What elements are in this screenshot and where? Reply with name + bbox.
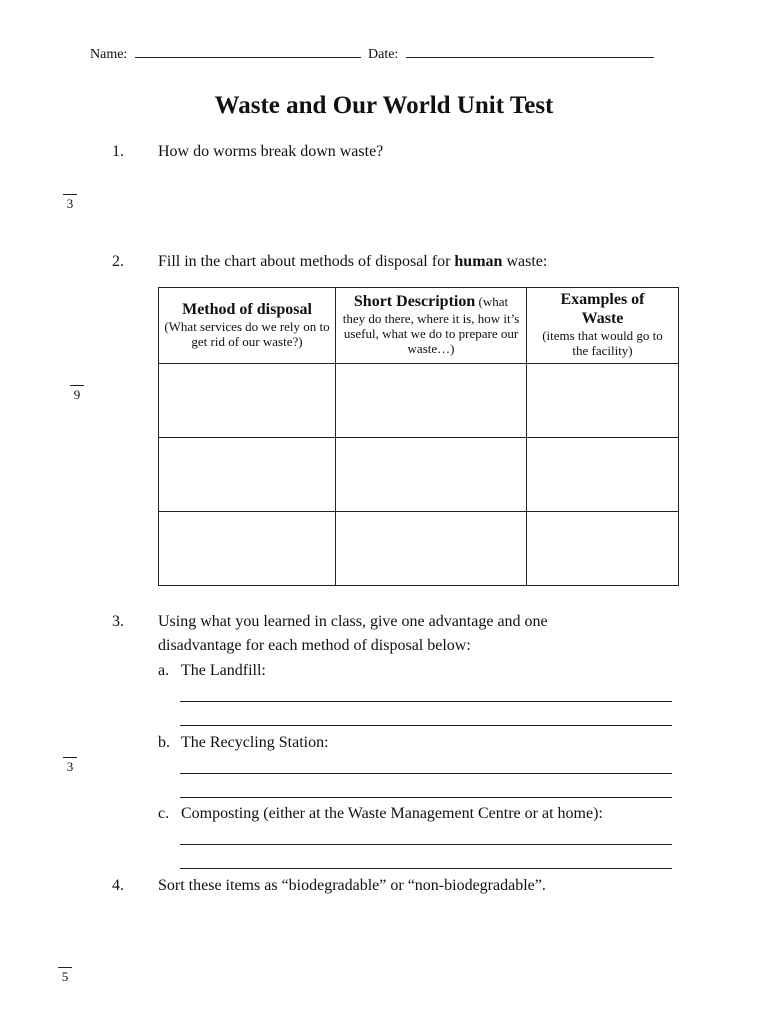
name-line xyxy=(90,44,361,63)
answer-line[interactable] xyxy=(180,725,672,726)
emphasis-human: human xyxy=(454,253,503,270)
answer-line[interactable] xyxy=(180,844,672,845)
question-4-number: 4. xyxy=(112,877,124,894)
question-2-number: 2. xyxy=(112,253,124,270)
part-a-label: The Landfill: xyxy=(181,662,266,679)
part-b-label: The Recycling Station: xyxy=(181,734,329,751)
chart-row xyxy=(159,512,679,586)
answer-line[interactable] xyxy=(180,868,672,869)
chart-cell[interactable] xyxy=(527,512,679,586)
question-1-number: 1. xyxy=(112,143,124,160)
answer-line[interactable] xyxy=(180,797,672,798)
chart-header-examples: Examples of Waste (items that would go to the facility) xyxy=(527,288,679,364)
part-c-letter: c. xyxy=(158,805,170,822)
question-3-text-line2: disadvantage for each method of disposal below: xyxy=(158,637,471,654)
score-total: 3 xyxy=(66,759,74,774)
name-field[interactable] xyxy=(135,44,361,58)
chart-cell[interactable] xyxy=(336,512,527,586)
answer-line[interactable] xyxy=(180,773,672,774)
part-a-letter: a. xyxy=(158,662,170,679)
name-label: Name: xyxy=(90,47,128,62)
question-2-score xyxy=(70,385,84,402)
score-total: 3 xyxy=(66,196,74,211)
chart-row xyxy=(159,364,679,438)
part-b-letter: b. xyxy=(158,734,170,751)
date-label: Date: xyxy=(368,47,399,62)
question-1-text: How do worms break down waste? xyxy=(158,143,384,160)
chart-cell[interactable] xyxy=(527,438,679,512)
chart-cell[interactable] xyxy=(159,512,336,586)
answer-line[interactable] xyxy=(180,701,672,702)
chart-cell[interactable] xyxy=(527,364,679,438)
date-field[interactable] xyxy=(406,44,654,58)
question-3-number: 3. xyxy=(112,613,124,630)
score-blank[interactable] xyxy=(63,194,77,195)
page-title: Waste and Our World Unit Test xyxy=(214,92,554,119)
chart-cell[interactable] xyxy=(336,438,527,512)
question-3-text-line1: Using what you learned in class, give one advantage and one xyxy=(158,613,548,630)
question-4-text: Sort these items as “biodegradable” or “non-biodegradable”. xyxy=(158,877,546,894)
question-1-score xyxy=(63,194,77,211)
part-c-label: Composting (either at the Waste Management Centre or at home): xyxy=(181,805,603,822)
chart-cell[interactable] xyxy=(159,438,336,512)
chart-row xyxy=(159,438,679,512)
score-blank[interactable] xyxy=(70,385,84,386)
chart-cell[interactable] xyxy=(336,364,527,438)
question-3-score xyxy=(63,757,77,774)
score-blank[interactable] xyxy=(58,967,72,968)
chart-cell[interactable] xyxy=(159,364,336,438)
chart-header-method: Method of disposal (What services do we rely on to get rid of our waste?) xyxy=(159,288,336,364)
score-blank[interactable] xyxy=(63,757,77,758)
question-4-score xyxy=(58,967,72,984)
chart-header-row xyxy=(159,288,679,364)
question-2-text: Fill in the chart about methods of disposal for human waste: xyxy=(158,253,548,270)
score-total: 9 xyxy=(73,387,81,402)
score-total: 5 xyxy=(61,969,69,984)
chart-header-description: Short Description (what they do there, where it is, how it’s useful, what we do to prepare our waste…) xyxy=(336,288,527,364)
disposal-chart xyxy=(158,287,679,586)
date-line xyxy=(368,44,654,63)
